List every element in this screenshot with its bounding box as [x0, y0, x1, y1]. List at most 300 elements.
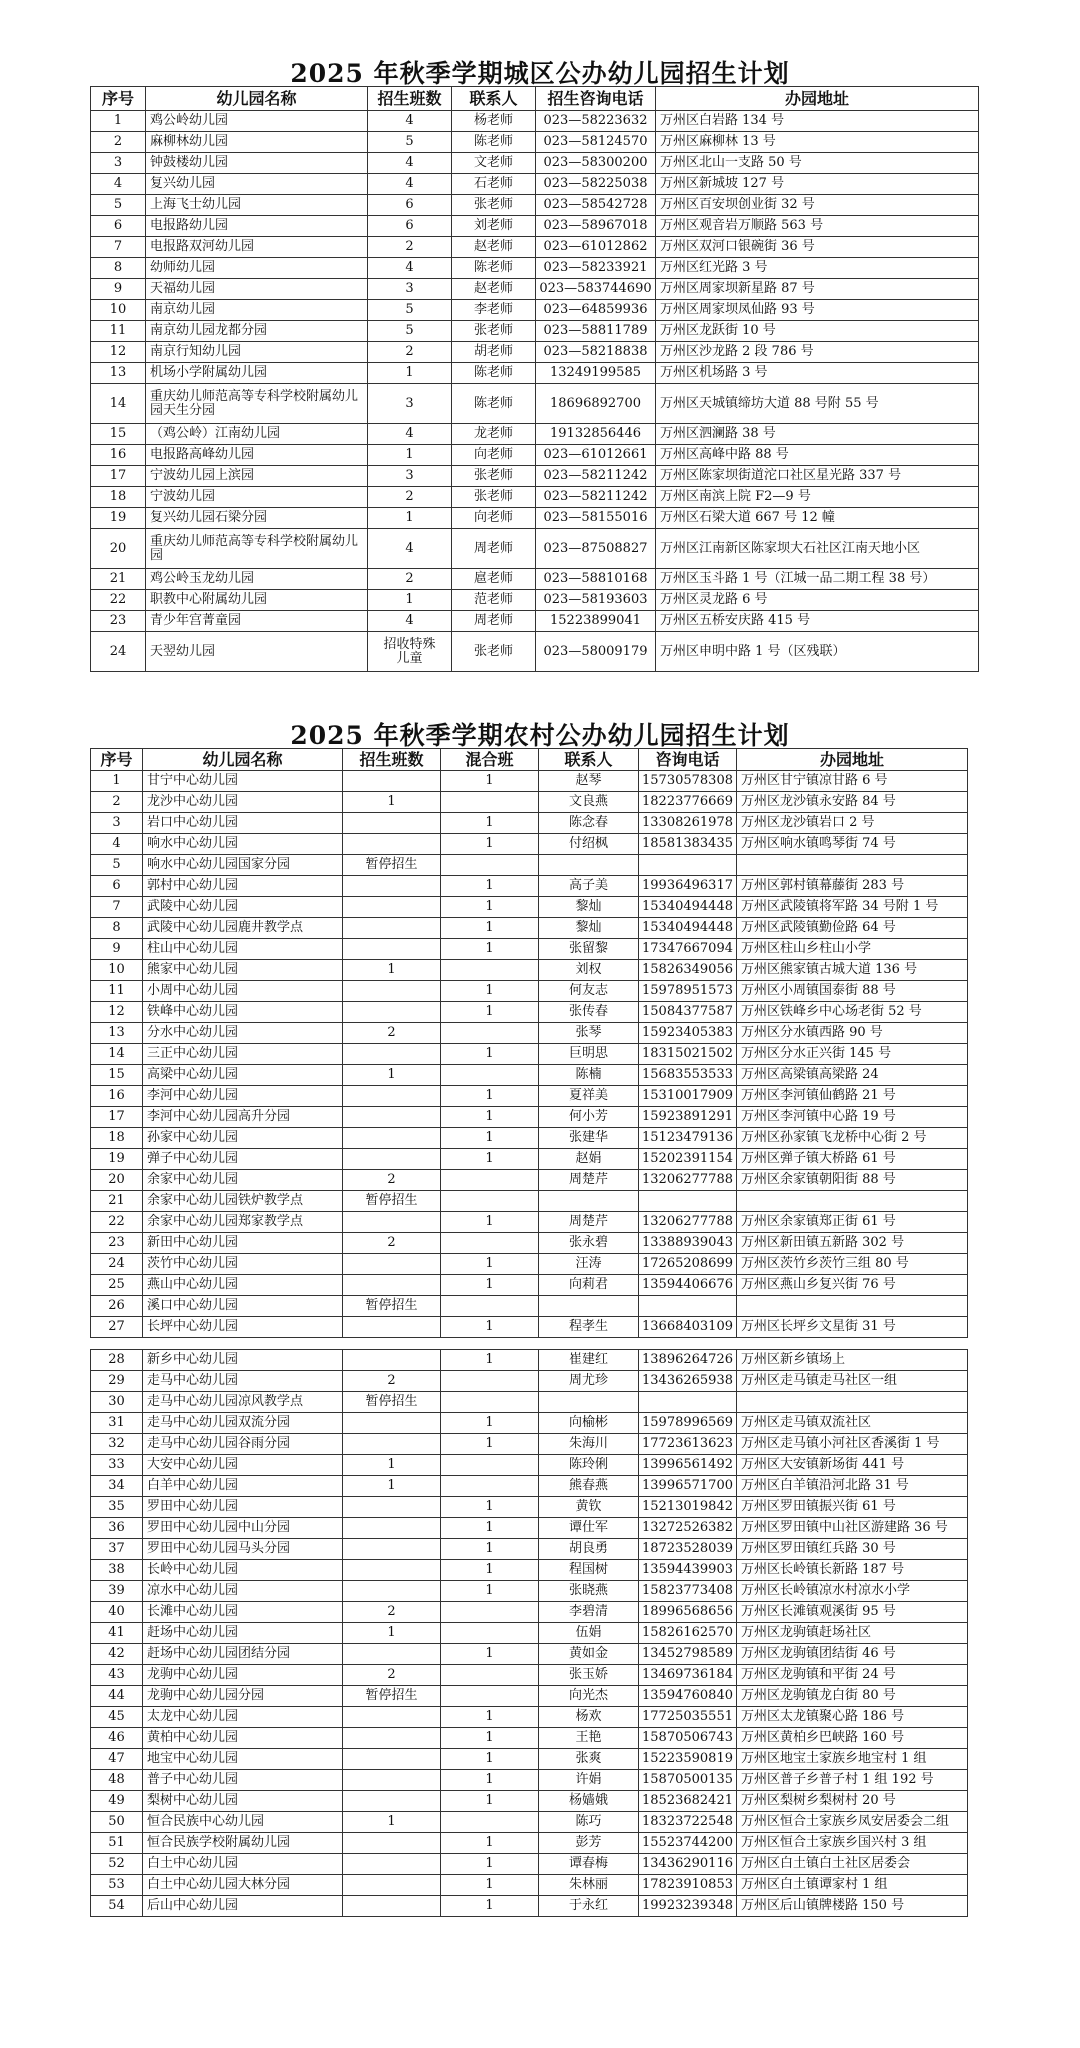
table-cell: 柱山中心幼儿园: [143, 939, 343, 960]
table-cell: 张老师: [452, 632, 536, 672]
column-header: 招生班数: [343, 749, 441, 771]
table-cell: 15: [91, 424, 146, 445]
table-cell: 17725035551: [639, 1707, 737, 1728]
table-cell: 13388939043: [639, 1233, 737, 1254]
table-cell: [343, 1212, 441, 1233]
table-cell: 1: [441, 1350, 539, 1371]
table-cell: [343, 981, 441, 1002]
table-cell: 周老师: [452, 529, 536, 569]
column-header: 幼儿园名称: [143, 749, 343, 771]
table-cell: 麻柳林幼儿园: [146, 132, 368, 153]
table-cell: 19936496317: [639, 876, 737, 897]
table-cell: 万州区普子乡普子村 1 组 192 号: [737, 1770, 968, 1791]
table-cell: 023—58211242: [536, 466, 656, 487]
table-cell: 万州区罗田镇振兴街 61 号: [737, 1497, 968, 1518]
table-cell: 万州区江南新区陈家坝大石社区江南天地小区: [656, 529, 979, 569]
table-cell: 万州区弹子镇大桥路 61 号: [737, 1149, 968, 1170]
table-cell: 武陵中心幼儿园鹿井教学点: [143, 918, 343, 939]
table-cell: 白土中心幼儿园大林分园: [143, 1875, 343, 1896]
table-cell: 5: [368, 132, 452, 153]
table-row: [91, 632, 979, 672]
table-cell: 普子中心幼儿园: [143, 1770, 343, 1791]
table-cell: 郭村中心幼儿园: [143, 876, 343, 897]
table-cell: 2: [368, 487, 452, 508]
table-cell: （鸡公岭）江南幼儿园: [146, 424, 368, 445]
table-cell: 19132856446: [536, 424, 656, 445]
rural-kindergarten-table: [90, 748, 968, 1917]
table-row: [91, 939, 968, 960]
table-cell: 6: [91, 876, 143, 897]
table-cell: [343, 1560, 441, 1581]
table-cell: 万州区后山镇牌楼路 150 号: [737, 1896, 968, 1917]
table-cell: 万州区黄柏乡巴峡路 160 号: [737, 1728, 968, 1749]
table-cell: 2: [343, 1023, 441, 1044]
table-cell: 1: [343, 1812, 441, 1833]
table-cell: 高子美: [539, 876, 639, 897]
table-cell: [441, 1065, 539, 1086]
table-cell: 6: [368, 216, 452, 237]
table-cell: 1: [343, 1476, 441, 1497]
table-row: [91, 1065, 968, 1086]
gap-cell: [639, 1338, 737, 1350]
table-cell: 15978951573: [639, 981, 737, 1002]
table-cell: 15: [91, 1065, 143, 1086]
table-cell: 钟鼓楼幼儿园: [146, 153, 368, 174]
table-cell: 张留黎: [539, 939, 639, 960]
column-header: 咨询电话: [639, 749, 737, 771]
table-cell: 1: [441, 1086, 539, 1107]
table-row: [91, 897, 968, 918]
table-cell: 19: [91, 508, 146, 529]
table-cell: [639, 1296, 737, 1317]
table-cell: 13: [91, 1023, 143, 1044]
table-cell: 程国树: [539, 1560, 639, 1581]
table-cell: 黎灿: [539, 897, 639, 918]
table-cell: 伍娟: [539, 1623, 639, 1644]
table-cell: 职教中心附属幼儿园: [146, 590, 368, 611]
table-cell: 7: [91, 897, 143, 918]
table-row: [91, 174, 979, 195]
table-cell: [639, 1392, 737, 1413]
table-cell: 40: [91, 1602, 143, 1623]
table-cell: 陈老师: [452, 132, 536, 153]
table-cell: 鸡公岭玉龙幼儿园: [146, 569, 368, 590]
table-cell: 万州区罗田镇红兵路 30 号: [737, 1539, 968, 1560]
table-row: [91, 1854, 968, 1875]
table-cell: 1: [441, 1560, 539, 1581]
table-cell: 万州区新城坡 127 号: [656, 174, 979, 195]
table-cell: 1: [441, 981, 539, 1002]
table-cell: 2: [368, 342, 452, 363]
table-cell: 赵娟: [539, 1149, 639, 1170]
table-cell: 13896264726: [639, 1350, 737, 1371]
table-cell: 1: [441, 1149, 539, 1170]
table-cell: 付绍枫: [539, 834, 639, 855]
table-cell: 太龙中心幼儿园: [143, 1707, 343, 1728]
table-cell: 弹子中心幼儿园: [143, 1149, 343, 1170]
table-cell: [343, 1107, 441, 1128]
table-cell: 范老师: [452, 590, 536, 611]
table-cell: 52: [91, 1854, 143, 1875]
table-cell: [343, 1644, 441, 1665]
table-cell: 18223776669: [639, 792, 737, 813]
table-row: [91, 1749, 968, 1770]
table-row: [91, 1275, 968, 1296]
table-row: [91, 918, 968, 939]
table-cell: 30: [91, 1392, 143, 1413]
table-cell: 万州区石梁大道 667 号 12 幢: [656, 508, 979, 529]
table-cell: 幼师幼儿园: [146, 258, 368, 279]
column-header: 序号: [91, 87, 146, 111]
table-cell: 10: [91, 300, 146, 321]
table-cell: 22: [91, 1212, 143, 1233]
gap-cell: [539, 1338, 639, 1350]
table-cell: 1: [441, 1854, 539, 1875]
table-cell: 胡良勇: [539, 1539, 639, 1560]
table-cell: 电报路高峰幼儿园: [146, 445, 368, 466]
table-cell: 31: [91, 1413, 143, 1434]
table-row: [91, 1518, 968, 1539]
table-row: [91, 1350, 968, 1371]
table-row: [91, 1875, 968, 1896]
table-cell: 17265208699: [639, 1254, 737, 1275]
table-cell: [441, 1686, 539, 1707]
table-cell: [343, 1854, 441, 1875]
table-cell: [343, 1086, 441, 1107]
table-cell: 陈老师: [452, 384, 536, 424]
table-cell: 白土中心幼儿园: [143, 1854, 343, 1875]
table-cell: 万州区五桥安庆路 415 号: [656, 611, 979, 632]
table-cell: 20: [91, 1170, 143, 1191]
table-cell: 1: [441, 1413, 539, 1434]
table-row: [91, 1233, 968, 1254]
table-cell: 3: [368, 384, 452, 424]
table-cell: [441, 1392, 539, 1413]
table-cell: 于永红: [539, 1896, 639, 1917]
table-cell: 赶场中心幼儿园团结分园: [143, 1644, 343, 1665]
table-cell: [343, 771, 441, 792]
table-cell: 28: [91, 1350, 143, 1371]
table-cell: 4: [368, 529, 452, 569]
table-cell: 万州区双河口银碗街 36 号: [656, 237, 979, 258]
table-cell: 27: [91, 1317, 143, 1338]
table-cell: 南京幼儿园龙都分园: [146, 321, 368, 342]
table-cell: 熊家中心幼儿园: [143, 960, 343, 981]
table-cell: 万州区武陵镇将军路 34 号附 1 号: [737, 897, 968, 918]
table-cell: 杨嫱娥: [539, 1791, 639, 1812]
table-cell: 13272526382: [639, 1518, 737, 1539]
table-cell: 朱林丽: [539, 1875, 639, 1896]
table-cell: 熊春燕: [539, 1476, 639, 1497]
table-cell: 张老师: [452, 321, 536, 342]
table-cell: 1: [441, 771, 539, 792]
table-cell: [343, 1497, 441, 1518]
table-cell: 周老师: [452, 611, 536, 632]
table-cell: 万州区燕山乡复兴街 76 号: [737, 1275, 968, 1296]
table-cell: 2: [343, 1233, 441, 1254]
table-cell: [343, 1749, 441, 1770]
table-cell: 李碧清: [539, 1602, 639, 1623]
table-cell: 49: [91, 1791, 143, 1812]
table-cell: 何小芳: [539, 1107, 639, 1128]
table-cell: 万州区长滩镇观溪街 95 号: [737, 1602, 968, 1623]
table-cell: [441, 1023, 539, 1044]
table-cell: 万州区余家镇朝阳街 88 号: [737, 1170, 968, 1191]
table-cell: 分水中心幼儿园: [143, 1023, 343, 1044]
table-cell: 夏祥美: [539, 1086, 639, 1107]
table-cell: 万州区太龙镇聚心路 186 号: [737, 1707, 968, 1728]
table-cell: 鸡公岭幼儿园: [146, 111, 368, 132]
table-cell: 周楚芹: [539, 1170, 639, 1191]
table-cell: 万州区大安镇新场街 441 号: [737, 1455, 968, 1476]
table-cell: 张老师: [452, 487, 536, 508]
table-cell: 15870506743: [639, 1728, 737, 1749]
table-cell: 向老师: [452, 508, 536, 529]
table-cell: 15340494448: [639, 897, 737, 918]
table-cell: 暂停招生: [343, 855, 441, 876]
table-cell: 13: [91, 363, 146, 384]
table-cell: 4: [368, 424, 452, 445]
table-cell: 万州区龙沙镇永安路 84 号: [737, 792, 968, 813]
table-cell: 2: [343, 1371, 441, 1392]
table-row: [91, 834, 968, 855]
table-cell: 023—58124570: [536, 132, 656, 153]
table-cell: 万州区柱山乡柱山小学: [737, 939, 968, 960]
table-cell: 023—58225038: [536, 174, 656, 195]
table-cell: 21: [91, 1191, 143, 1212]
table-row: [91, 1170, 968, 1191]
table-cell: 青少年宫菁童园: [146, 611, 368, 632]
table-cell: 15823773408: [639, 1581, 737, 1602]
city-table-title: 2025 年秋季学期城区公办幼儿园招生计划: [290, 59, 790, 88]
table-cell: 天福幼儿园: [146, 279, 368, 300]
gap-cell: [343, 1338, 441, 1350]
table-row: [91, 1581, 968, 1602]
table-cell: 15826162570: [639, 1623, 737, 1644]
table-cell: 1: [343, 1623, 441, 1644]
gap-cell: [143, 1338, 343, 1350]
table-cell: [539, 1191, 639, 1212]
table-cell: 023—87508827: [536, 529, 656, 569]
table-cell: [737, 1392, 968, 1413]
table-cell: 023—583744690: [536, 279, 656, 300]
table-cell: 023—58211242: [536, 487, 656, 508]
table-row: [91, 195, 979, 216]
table-cell: 宁波幼儿园: [146, 487, 368, 508]
table-cell: 走马中心幼儿园双流分园: [143, 1413, 343, 1434]
table-cell: [343, 1434, 441, 1455]
table-cell: 1: [441, 939, 539, 960]
table-cell: 023—58193603: [536, 590, 656, 611]
table-cell: 11: [91, 981, 143, 1002]
table-cell: 13436290116: [639, 1854, 737, 1875]
table-cell: 4: [368, 174, 452, 195]
table-cell: [737, 855, 968, 876]
table-cell: 万州区小周镇国泰街 88 号: [737, 981, 968, 1002]
table-cell: 1: [343, 792, 441, 813]
column-header: 招生咨询电话: [536, 87, 656, 111]
table-cell: 陈老师: [452, 363, 536, 384]
table-cell: 南京幼儿园: [146, 300, 368, 321]
table-row: [91, 792, 968, 813]
table-cell: 3: [91, 813, 143, 834]
table-cell: 18996568656: [639, 1602, 737, 1623]
table-cell: 1: [441, 813, 539, 834]
table-row: [91, 1107, 968, 1128]
table-cell: [343, 1875, 441, 1896]
table-cell: [441, 792, 539, 813]
table-row: [91, 1623, 968, 1644]
table-cell: 罗田中心幼儿园中山分园: [143, 1518, 343, 1539]
table-cell: 023—58300200: [536, 153, 656, 174]
table-cell: 万州区熊家镇古城大道 136 号: [737, 960, 968, 981]
table-cell: 3: [368, 466, 452, 487]
column-header: 联系人: [452, 87, 536, 111]
table-cell: 梨树中心幼儿园: [143, 1791, 343, 1812]
table-cell: 复兴幼儿园石梁分园: [146, 508, 368, 529]
table-cell: 15978996569: [639, 1413, 737, 1434]
table-cell: 5: [91, 195, 146, 216]
table-cell: 响水中心幼儿园国家分园: [143, 855, 343, 876]
table-cell: 15923891291: [639, 1107, 737, 1128]
table-cell: 15523744200: [639, 1833, 737, 1854]
table-cell: 15223899041: [536, 611, 656, 632]
table-cell: 向榆彬: [539, 1413, 639, 1434]
table-cell: [343, 1128, 441, 1149]
table-row: [91, 1770, 968, 1791]
table-cell: 万州区天城镇缔坊大道 88 号附 55 号: [656, 384, 979, 424]
table-cell: 2: [368, 569, 452, 590]
table-cell: 023—58009179: [536, 632, 656, 672]
table-cell: 4: [91, 174, 146, 195]
table-cell: 响水中心幼儿园: [143, 834, 343, 855]
table-cell: 5: [368, 321, 452, 342]
table-cell: 赵老师: [452, 237, 536, 258]
table-cell: 扈老师: [452, 569, 536, 590]
table-cell: 23: [91, 611, 146, 632]
table-cell: 43: [91, 1665, 143, 1686]
table-cell: 万州区分水正兴街 145 号: [737, 1044, 968, 1065]
table-cell: [441, 1623, 539, 1644]
table-cell: 张老师: [452, 466, 536, 487]
table-row: [91, 1707, 968, 1728]
table-cell: 2: [343, 1602, 441, 1623]
table-cell: [343, 1002, 441, 1023]
table-cell: 万州区甘宁镇凉甘路 6 号: [737, 771, 968, 792]
table-row: [91, 445, 979, 466]
table-cell: 凉水中心幼儿园: [143, 1581, 343, 1602]
table-cell: 023—58155016: [536, 508, 656, 529]
table-cell: 万州区周家坝新星路 87 号: [656, 279, 979, 300]
table-cell: 1: [441, 1581, 539, 1602]
table-row: [91, 1812, 968, 1833]
column-header: 混合班: [441, 749, 539, 771]
table-row: [91, 363, 979, 384]
table-cell: 13249199585: [536, 363, 656, 384]
table-cell: 高梁中心幼儿园: [143, 1065, 343, 1086]
table-cell: 万州区走马镇走马社区一组: [737, 1371, 968, 1392]
table-cell: 万州区新田镇五新路 302 号: [737, 1233, 968, 1254]
table-cell: [441, 1170, 539, 1191]
table-cell: 万州区铁峰乡中心场老街 52 号: [737, 1002, 968, 1023]
table-cell: 24: [91, 632, 146, 672]
table-cell: 黎灿: [539, 918, 639, 939]
table-cell: 万州区恒合土家族乡凤安居委会二组: [737, 1812, 968, 1833]
table-row: [91, 1254, 968, 1275]
table-cell: 26: [91, 1296, 143, 1317]
table-row: [91, 1434, 968, 1455]
table-cell: 2: [368, 237, 452, 258]
table-cell: 万州区申明中路 1 号（区残联）: [656, 632, 979, 672]
table-cell: 9: [91, 939, 143, 960]
table-cell: 023—58810168: [536, 569, 656, 590]
table-cell: 万州区长坪乡文星街 31 号: [737, 1317, 968, 1338]
table-cell: [441, 1455, 539, 1476]
table-cell: 万州区长岭镇凉水村凉水小学: [737, 1581, 968, 1602]
table-cell: 孙家中心幼儿园: [143, 1128, 343, 1149]
table-cell: 万州区百安坝创业街 32 号: [656, 195, 979, 216]
table-cell: 长岭中心幼儿园: [143, 1560, 343, 1581]
table-cell: 张晓燕: [539, 1581, 639, 1602]
table-cell: [639, 1191, 737, 1212]
table-row: [91, 1149, 968, 1170]
table-cell: 新乡中心幼儿园: [143, 1350, 343, 1371]
table-cell: 39: [91, 1581, 143, 1602]
table-cell: 13668403109: [639, 1317, 737, 1338]
table-cell: 李河中心幼儿园高升分园: [143, 1107, 343, 1128]
table-cell: 王艳: [539, 1728, 639, 1749]
table-cell: 1: [441, 834, 539, 855]
table-cell: 万州区走马镇双流社区: [737, 1413, 968, 1434]
table-cell: 溪口中心幼儿园: [143, 1296, 343, 1317]
table-cell: 万州区龙跃街 10 号: [656, 321, 979, 342]
table-row: [91, 111, 979, 132]
table-cell: [343, 1317, 441, 1338]
table-cell: 023—61012661: [536, 445, 656, 466]
table-cell: 万州区走马镇小河社区香溪街 1 号: [737, 1434, 968, 1455]
table-cell: 22: [91, 590, 146, 611]
table-cell: 13436265938: [639, 1371, 737, 1392]
table-cell: 50: [91, 1812, 143, 1833]
table-cell: 陈玲俐: [539, 1455, 639, 1476]
gap-cell: [91, 1338, 143, 1350]
table-cell: 1: [441, 1770, 539, 1791]
table-cell: 万州区周家坝凤仙路 93 号: [656, 300, 979, 321]
table-cell: 恒合民族学校附属幼儿园: [143, 1833, 343, 1854]
table-row: [91, 487, 979, 508]
table-row: [91, 1392, 968, 1413]
table-cell: [343, 1770, 441, 1791]
table-cell: 罗田中心幼儿园马头分园: [143, 1539, 343, 1560]
table-row: [91, 813, 968, 834]
table-cell: 万州区麻柳林 13 号: [656, 132, 979, 153]
table-cell: [441, 1191, 539, 1212]
table-cell: [343, 1350, 441, 1371]
table-row: [91, 981, 968, 1002]
table-cell: [441, 1665, 539, 1686]
table-cell: 张琴: [539, 1023, 639, 1044]
table-cell: 4: [91, 834, 143, 855]
table-cell: 走马中心幼儿园谷雨分园: [143, 1434, 343, 1455]
table-cell: 48: [91, 1770, 143, 1791]
table-cell: 1: [441, 1791, 539, 1812]
table-cell: 15310017909: [639, 1086, 737, 1107]
table-cell: 16: [91, 1086, 143, 1107]
table-cell: 12: [91, 1002, 143, 1023]
table-cell: 杨欢: [539, 1707, 639, 1728]
table-cell: 万州区龙驹镇龙白街 80 号: [737, 1686, 968, 1707]
table-row: [91, 384, 979, 424]
